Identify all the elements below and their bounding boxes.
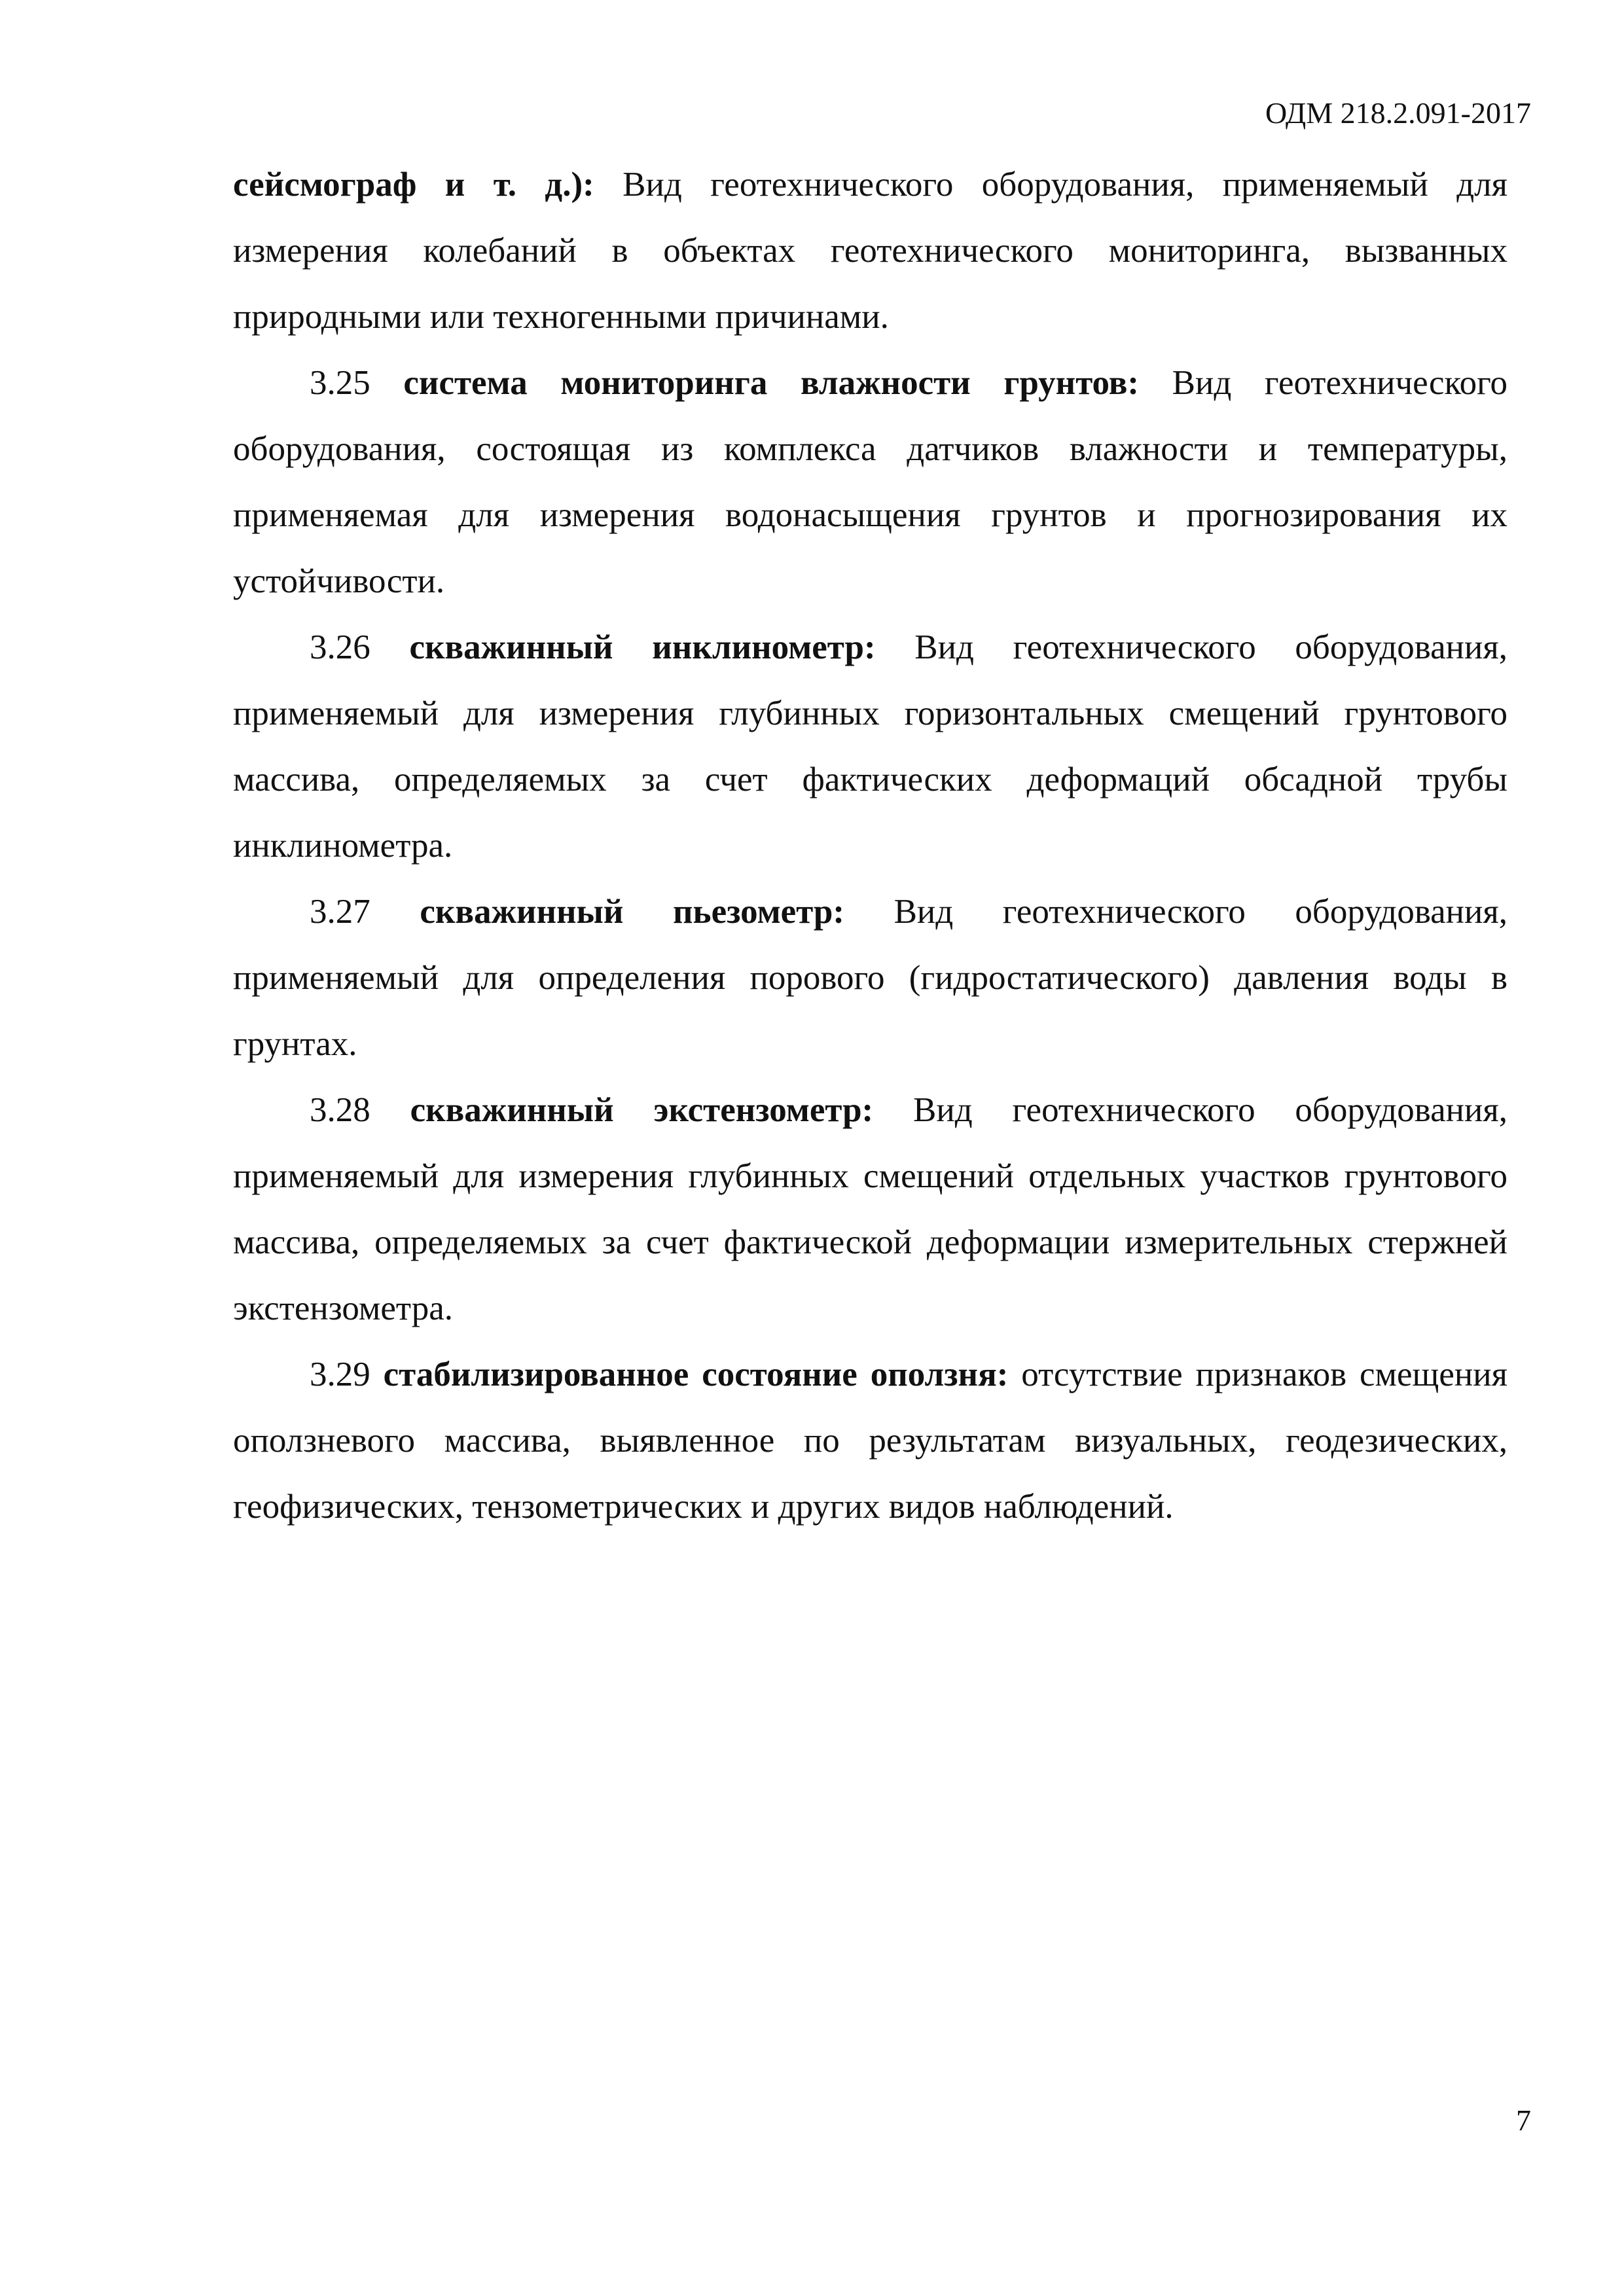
clause-number: 3.29 [310,1355,384,1393]
term: скважинный пьезометр: [420,893,845,931]
document-body [233,152,1507,1540]
clause-number: 3.26 [310,628,410,666]
page-number: 7 [1516,2104,1531,2137]
definition: Вид геотехнического оборудования, применяемый для измерения глубинных горизонтальных смещений грунтового массива, определяемых за счет фактических деформаций обсадной трубы инклинометра. [233,628,1508,865]
paragraph-3-27 [233,879,1507,1077]
paragraph-3-29 [233,1342,1507,1540]
term: скважинный экстензометр: [410,1091,874,1129]
paragraph-seismograph-continuation [233,152,1507,350]
paragraph-3-25 [233,350,1507,615]
term: система мониторинга влажности грунтов: [403,364,1139,402]
term: скважинный инклинометр: [409,628,876,666]
term: стабилизированное состояние оползня: [383,1355,1009,1393]
clause-number: 3.27 [310,893,420,931]
document-code: ОДМ 218.2.091-2017 [1265,96,1531,130]
definition: Вид геотехнического оборудования, состоящая из комплекса датчиков влажности и температуры, применяемая для измерения водонасыщения грунтов и прогнозирования их устойчивости. [233,364,1508,600]
paragraph-3-26 [233,615,1507,879]
clause-number: 3.28 [310,1091,410,1129]
definition: Вид геотехнического оборудования, применяемый для измерения глубинных смещений отдельных участков грунтового массива, определяемых за счет фактической деформации измерительных стержней экстензометра. [233,1091,1508,1327]
definition: Вид геотехнического оборудования, применяемый для измерения колебаний в объектах геотехнического мониторинга, вызванных природными или техногенными причинами. [233,166,1507,336]
term: сейсмограф и т. д.): [233,166,594,204]
paragraph-3-28 [233,1077,1507,1342]
clause-number: 3.25 [310,364,404,402]
definition: Вид геотехнического оборудования, применяемый для определения порового (гидростатического) давления воды в грунтах. [233,893,1508,1063]
definition: отсутствие признаков смещения оползневого массива, выявленное по результатам визуальных, геодезических, геофизических, тензометрических и других видов наблюдений. [233,1355,1507,1526]
